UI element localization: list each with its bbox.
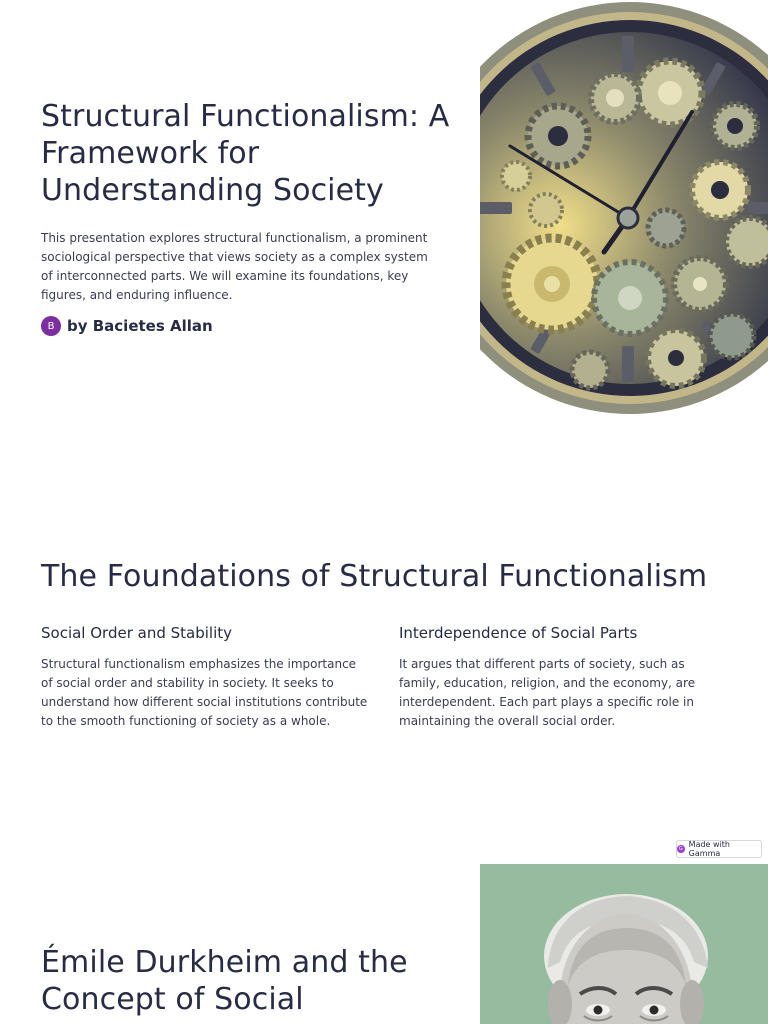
column-heading: Social Order and Stability: [41, 624, 233, 642]
column-text: It argues that different parts of society, such as family, education, religion, and the economy, are interdependent. Each part plays a specific role in maintaining the overall social order.: [399, 657, 696, 728]
durkheim-portrait-image: [480, 864, 768, 1024]
column-heading: Interdependence of Social Parts: [399, 624, 638, 642]
slide-durkheim: [0, 864, 768, 1024]
avatar: B: [41, 316, 61, 336]
slide-title: [0, 0, 768, 432]
section-title: Émile Durkheim and the Concept of Social: [41, 945, 408, 1017]
presentation-title: Structural Functionalism: A Framework for Understanding Society: [41, 99, 450, 208]
slide-foundations: [0, 432, 768, 864]
author-byline: [41, 316, 213, 336]
gamma-logo-icon: G: [678, 846, 683, 852]
section-title: The Foundations of Structural Functionalism: [41, 559, 708, 594]
made-with-gamma-badge[interactable]: [676, 840, 762, 858]
durkheim-portrait-illustration: [480, 864, 768, 1024]
author-name: by Bacietes Allan: [67, 317, 213, 335]
column-text: Structural functionalism emphasizes the importance of social order and stability in society. It seeks to understand how different social institutions contribute to the smooth functioning of society as a whole.: [41, 657, 368, 728]
gears-clock-illustration: [480, 0, 768, 432]
badge-label: Made with Gamma: [688, 840, 730, 858]
gears-clock-image: [480, 0, 768, 432]
presentation-description: This presentation explores structural functionalism, a prominent sociological perspective that views society as a complex system of interconnected parts. We will examine its foundations, key figures, and enduring influence.: [41, 231, 428, 302]
